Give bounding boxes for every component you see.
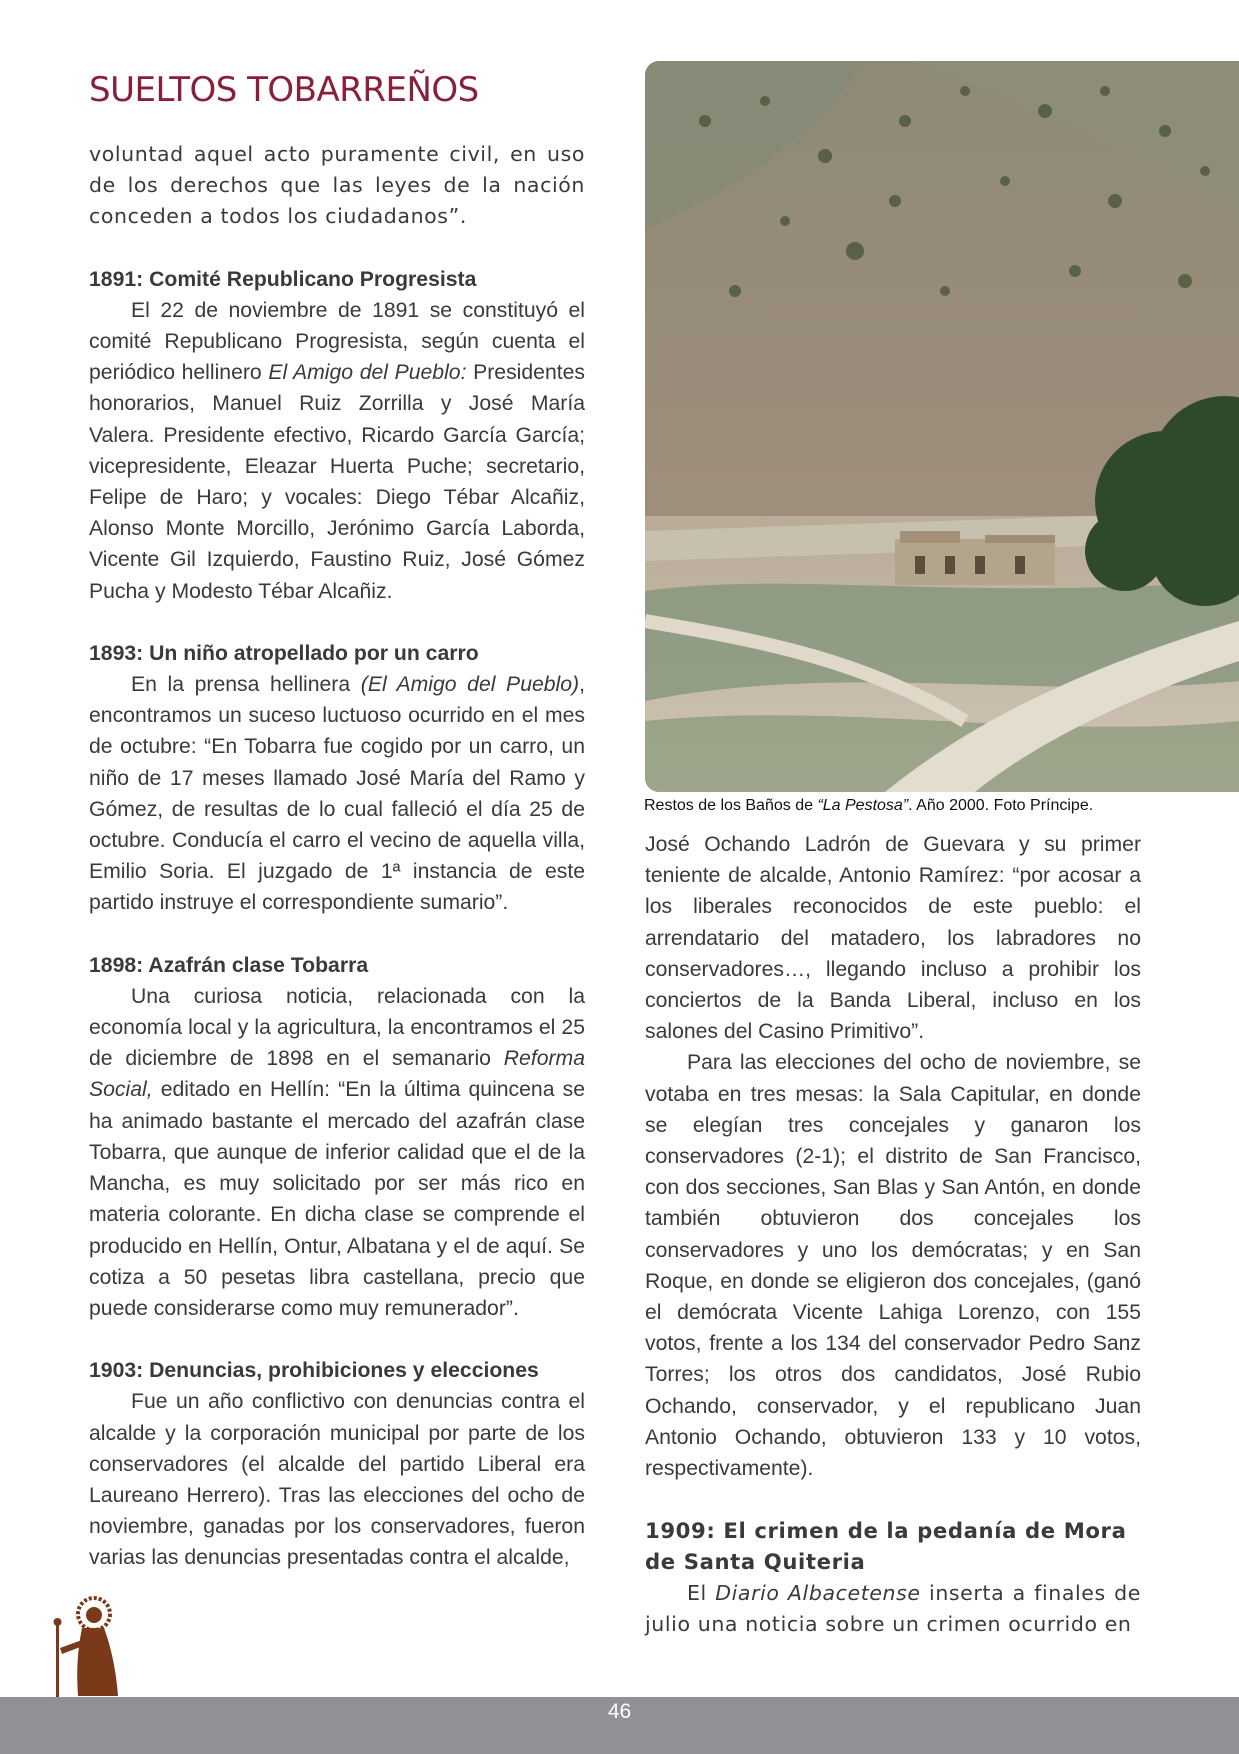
paragraph-1903-continued: José Ochando Ladrón de Guevara y su primer teniente de alcalde, Antonio Ramírez: “por acosar a los liberales reconocidos de este pueblo: el arrendatario del matadero, los labradores no conservadores…, llegando incluso a prohibir los conciertos de la Banda Liberal, incluso en los salones del Casino Primitivo”. xyxy=(645,833,1141,1044)
photo-caption: Restos de los Baños de “La Pestosa”. Año 2000. Foto Príncipe. xyxy=(644,797,1094,814)
page-number: 46 xyxy=(607,1700,632,1723)
heading-1893: 1893: Un niño atropellado por un carro xyxy=(89,641,479,665)
page-title: SUELTOS TOBARREÑOS xyxy=(89,70,479,110)
right-column xyxy=(645,829,1141,1640)
heading-1898: 1898: Azafrán clase Tobarra xyxy=(89,953,369,977)
heading-1891: 1891: Comité Republicano Progresista xyxy=(89,267,477,291)
paragraph-1909: El Diario Albacetense inserta a finales de julio una noticia sobre un crimen ocurrido en xyxy=(645,1580,1141,1636)
paragraph-1893: En la prensa hellinera (El Amigo del Pueblo), encontramos un suceso luctuoso ocurrido en el mes de octubre: “En Tobarra fue cogido por un carro, un niño de 17 meses llamado José María del Ramo y Gómez, de resultas de lo cual falleció el día 25 de octubre. Conducía el carro el vecino de aquella villa, Emilio Soria. El juzgado de 1ª instancia de este partido instruye el correspondiente sumario”. xyxy=(89,673,585,915)
left-column xyxy=(89,139,585,1574)
paragraph-1891: El 22 de noviembre de 1891 se constituyó el comité Republicano Progresista, según cuenta el periódico hellinero El Amigo del Pueblo: Presidentes honorarios, Manuel Ruiz Zorrilla y José María Valera. Presidente efectivo, Ricardo García García; vicepresidente, Eleazar Huerta Puche; secretario, Felipe de Haro; y vocales: Diego Tébar Alcañiz, Alonso Monte Morcillo, Jerónimo García Laborda, Vicente Gil Izquierdo, Faustino Ruiz, José Gómez Pucha y Modesto Tébar Alcañiz. xyxy=(89,298,585,603)
paragraph-1898: Una curiosa noticia, relacionada con la economía local y la agricultura, la encontramos el 25 de diciembre de 1898 en el semanario Reforma Social, editado en Hellín: “En la última quincena se ha animado bastante el mercado del azafrán clase Tobarra, que aunque de inferior calidad que el de la Mancha, es muy solicitado por ser más rico en materia colorante. En dicha clase se comprende el producido en Hellín, Ontur, Albatana y el de aquí. Se cotiza a 50 pesetas libra castellana, precio que puede considerarse como muy remunerador”. xyxy=(89,984,585,1320)
heading-1903: 1903: Denuncias, prohibiciones y elecciones xyxy=(89,1359,539,1383)
paragraph-1903: Fue un año conflictivo con denuncias contra el alcalde y la corporación municipal por parte de los conservadores (el alcalde del partido Liberal era Laureano Herrero). Tras las elecciones del ocho de noviembre, ganadas por los conservadores, fueron varias las denuncias presentadas contra el alcalde, xyxy=(89,1390,585,1570)
intro-paragraph: voluntad aquel acto puramente civil, en uso de los derechos que las leyes de la nación conceden a todos los ciudadanos”. xyxy=(89,142,585,229)
paragraph-elections: Para las elecciones del ocho de noviembre, se votaba en tres mesas: la Sala Capitular, en donde se elegían tres concejales y ganaron los conservadores (2-1); el distrito de San Francisco, con dos secciones, San Blas y San Antón, en donde también obtuvieron dos concejales los conservadores y uno los demócratas; y en San Roque, en donde se eligieron dos concejales, (ganó el demócrata Vicente Lahiga Lorenzo, con 155 votos, frente a los 134 del conservador Pedro Sanz Torres; los otros dos candidatos, José Rubio Ochando, conservador, y el republicano Juan Antonio Ochando, obtuvieron 133 y 10 votos, respectivamente). xyxy=(645,1051,1141,1481)
ruined-building xyxy=(895,531,1055,585)
landscape-photo xyxy=(645,61,1239,792)
heading-1909: 1909: El crimen de la pedanía de Mora de Santa Quiteria xyxy=(645,1518,1127,1575)
saint-figure-emblem xyxy=(48,1588,134,1698)
